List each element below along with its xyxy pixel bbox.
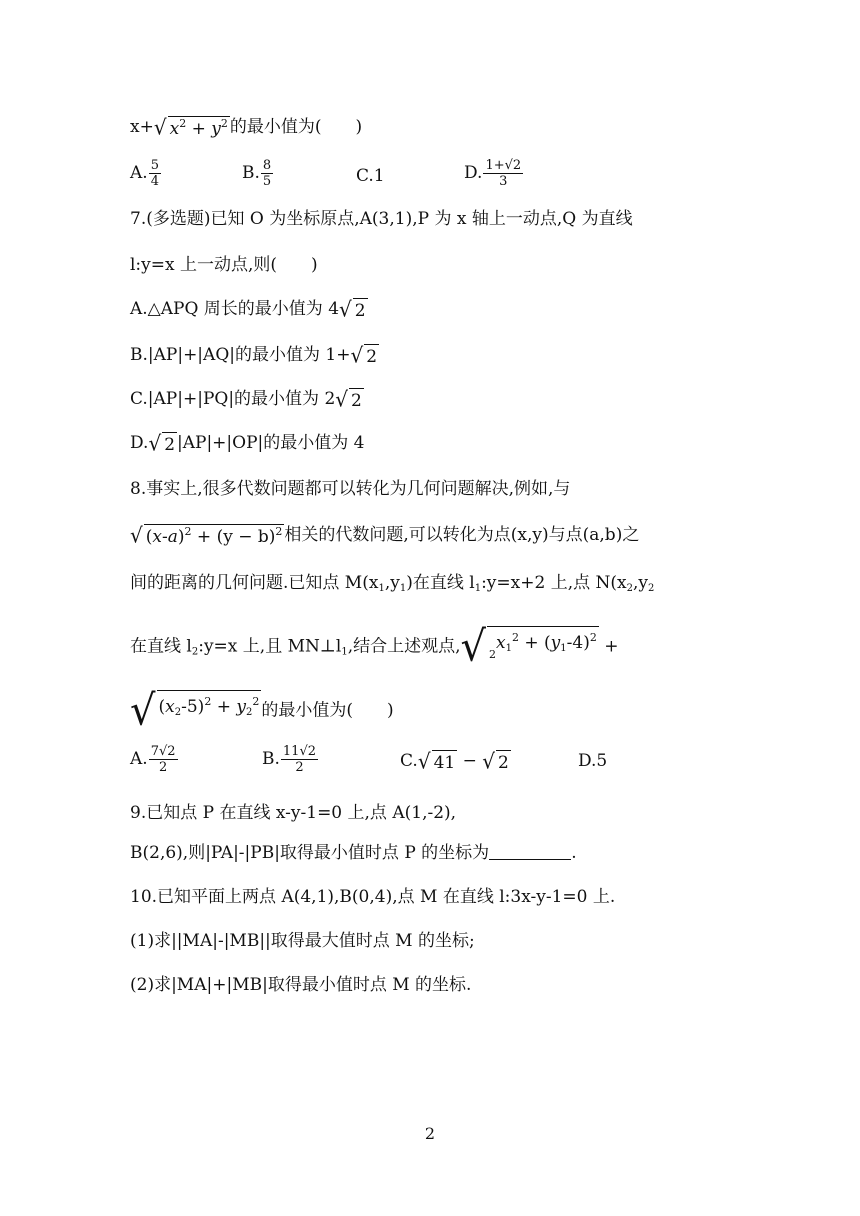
q6-option-d: D. $\frac{1+√2}{3}$ — [464, 158, 522, 189]
q8-line3: 间的距离的几何问题.已知点 $M(x_1,y_1)$在直线 $l_1:y=x+2$ 上,点 $N(x_2,y_2$ — [130, 573, 655, 594]
q8-option-d: D.5 — [578, 751, 608, 771]
page-number: 2 — [424, 1124, 436, 1143]
q7-option-c: C.|AP|+|PQ|的最小值为 2 √ 2 — [130, 386, 362, 412]
q6-option-c: C.1 — [356, 166, 385, 186]
q6-stem: x+ √ $x^2 + y^2$ 的最小值为( ) — [130, 114, 363, 140]
q8-line1: 8.事实上,很多代数问题都可以转化为几何问题解决,例如,与 — [130, 479, 571, 499]
q8-line4: 在直线 $l_2:y=x$ 上,且 $MN\perp l_1$,结合上述观点, √ 2 $x_1^2 + (y_1-4)^2$ + — [130, 622, 619, 672]
q8-option-b: B. $\frac{11√2}{2}$ — [262, 744, 317, 775]
sqrt-expression: √ $x^2 + y^2$ — [153, 114, 228, 140]
q10-line2: (1)求||MA|-|MB||取得最大值时点 M 的坐标; — [130, 931, 475, 951]
q6-option-a: A. $\frac{5}{4}$ — [130, 158, 159, 189]
q8-option-a: A. $\frac{7√2}{2}$ — [130, 744, 176, 775]
q7-option-d: D. √ 2 |AP|+|OP|的最小值为 4 — [130, 430, 365, 456]
q10-line1: 10.已知平面上两点 A(4,1),B(0,4),点 M 在直线 l:3x-y-1=0 上. — [130, 887, 616, 907]
q7-line2: l:y=x 上一动点,则( ) — [130, 255, 318, 275]
q8-option-c: C. √ 41 − √ 2 — [400, 748, 509, 774]
q6-stem-suffix: 的最小值为( ) — [229, 117, 363, 137]
q8-line2: √ $(x-a)^2 + (y - b)^2$ 相关的代数问题,可以转化为点(x,y)与点(a,b)之 — [130, 522, 640, 548]
q9-line2: B(2,6),则|PA|-|PB|取得最小值时点 P 的坐标为 . — [130, 843, 577, 863]
q10-line3: (2)求|MA|+|MB|取得最小值时点 M 的坐标. — [130, 975, 472, 995]
q9-line1: 9.已知点 P 在直线 x-y-1=0 上,点 A(1,-2), — [130, 803, 457, 823]
q8-line5: √ $(x_2-5)^2 + y_2^2$ 的最小值为( ) — [130, 686, 394, 736]
q7-option-a: A.△APQ 周长的最小值为 4 √ 2 — [130, 296, 366, 322]
q6-option-b: B. $\frac{8}{5}$ — [242, 158, 272, 189]
answer-blank — [489, 841, 571, 860]
q7-line1: 7.(多选题)已知 O 为坐标原点,A(3,1),P 为 x 轴上一动点,Q 为直线 — [130, 209, 633, 229]
q7-option-b: B.|AP|+|AQ|的最小值为 1+ √ 2 — [130, 342, 378, 368]
